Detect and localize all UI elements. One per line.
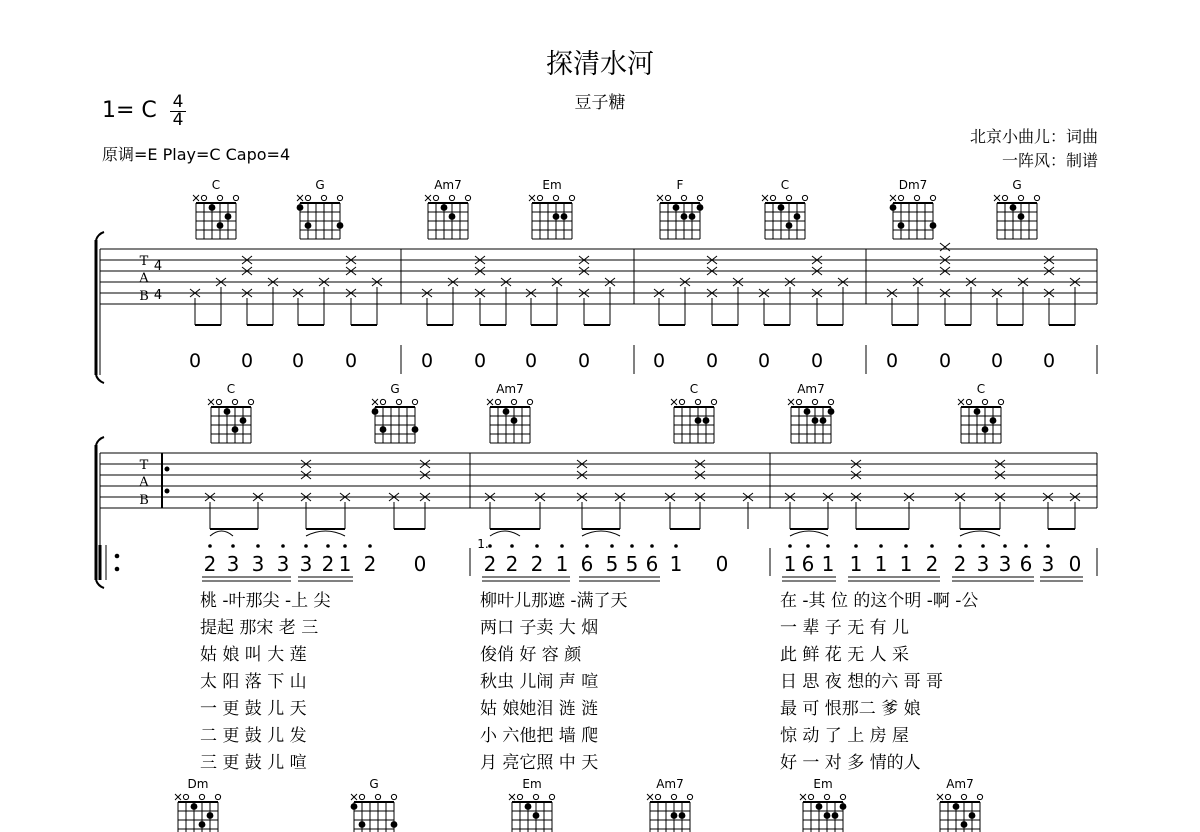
lyric-line-2-1: 俊俏 好 容 颜 [480,645,582,665]
melody-note-6-0: 1 [669,552,683,576]
tab-letter-t-2: T [139,458,149,473]
melody-note-0-0: 2 [203,552,217,576]
chord-open-2-2 [511,399,516,404]
chord-dot-2-4-0 [828,408,835,415]
melody-note-5-2: 5 [625,552,639,576]
melody-note-9-1: 1 [874,552,888,576]
octave-dot-11-0 [1046,544,1050,548]
tie-2 [490,531,520,536]
chord-dot-3-3-1 [671,812,678,819]
chord-name-1-2: Am7 [434,178,462,192]
chord-open-3-5 [961,794,966,799]
melody-note-8-2: 1 [821,552,835,576]
chord-open-3-4 [808,794,813,799]
key-signature: 1= C [102,98,157,123]
chord-open-2-3 [711,399,716,404]
volta-mark: 1. [477,537,489,551]
chord-open-1-1 [305,195,310,200]
chord-dot-2-4-3 [804,408,811,415]
lyric-line-3-2: 日 思 夜 想的六 哥 哥 [780,672,944,692]
chord-dot-2-0-0 [240,417,247,424]
tab-letter-a-1: A [139,271,149,286]
chord-open-3-4 [824,794,829,799]
octave-dot-0-0 [208,544,212,548]
octave-dot-10-3 [1024,544,1028,548]
lyric-line-5-0: 二 更 鼓 儿 发 [200,726,307,746]
melody-note-5-0: 6 [580,552,594,576]
chord-open-2-5 [966,399,971,404]
chord-dot-3-1-2 [351,803,358,810]
tab-time-top-1: 4 [153,259,163,274]
chord-open-1-6 [930,195,935,200]
rest-number-1-0: 0 [188,350,202,372]
chord-dot-1-4-1 [689,213,696,220]
rest-number-1-3: 0 [344,350,358,372]
lyric-line-3-1: 秋虫 儿闹 声 喧 [480,672,599,692]
melody-note-10-2: 3 [998,552,1012,576]
chord-open-1-5 [770,195,775,200]
rest-number-1-6: 0 [524,350,538,372]
chord-dot-3-5-0 [969,812,976,819]
chord-open-2-0 [216,399,221,404]
melody-note-1-1: 2 [321,552,335,576]
rest-number-1-2: 0 [291,350,305,372]
octave-dot-0-1 [231,544,235,548]
chord-dot-1-6-2 [890,204,897,211]
chord-name-1-4: F [676,178,684,192]
chord-dot-2-3-1 [695,417,702,424]
chord-open-2-1 [412,399,417,404]
octave-dot-5-2 [630,544,634,548]
rest-number-1-12: 0 [885,350,899,372]
chord-open-1-0 [217,195,222,200]
chord-dot-1-5-0 [794,213,801,220]
melody-note-9-0: 1 [849,552,863,576]
melody-note-1-0: 3 [299,552,313,576]
rest-number-1-11: 0 [810,350,824,372]
chord-open-2-2 [495,399,500,404]
repeat-dot-melody-2 [115,567,120,572]
chord-name-1-6: Dm7 [898,178,928,192]
lyric-line-1-2: 一 辈 子 无 有 儿 [780,618,910,638]
melody-note-0-2: 3 [251,552,265,576]
chord-open-1-5 [802,195,807,200]
chord-dot-3-4-1 [832,812,839,819]
tie-3 [582,531,620,536]
chord-name-2-3: C [689,382,699,396]
lyric-line-6-0: 三 更 鼓 儿 喧 [200,753,307,773]
chord-open-2-0 [248,399,253,404]
credit-tab: 一阵风：制谱 [1001,151,1098,170]
chord-name-2-4: Am7 [797,382,825,396]
octave-dot-10-1 [981,544,985,548]
time-signature-bottom: 4 [170,111,186,129]
chord-open-1-6 [914,195,919,200]
chord-open-3-0 [183,794,188,799]
brace-1-top [96,232,104,240]
chord-dot-3-1-1 [359,821,366,828]
chord-open-1-2 [465,195,470,200]
chord-open-3-3 [655,794,660,799]
rest-number-1-14: 0 [990,350,1004,372]
chord-dot-3-2-1 [525,803,532,810]
chord-dot-1-1-1 [305,222,312,229]
melody-note-1-2: 1 [338,552,352,576]
melody-note-3-0: 0 [413,552,427,576]
brace-2-top [96,437,104,445]
melody-note-8-0: 1 [783,552,797,576]
chord-open-1-5 [786,195,791,200]
rest-number-1-5: 0 [473,350,487,372]
chord-name-3-4: Em [813,777,833,791]
melody-note-0-3: 3 [276,552,290,576]
chord-open-1-3 [537,195,542,200]
octave-dot-9-0 [854,544,858,548]
chord-name-1-0: C [211,178,221,192]
chord-open-3-1 [375,794,380,799]
chord-dot-1-5-2 [778,204,785,211]
chord-dot-3-3-0 [679,812,686,819]
chord-open-3-2 [549,794,554,799]
octave-dot-0-2 [256,544,260,548]
lyric-line-0-1: 柳叶儿那遮 -满了天 [480,591,628,611]
chord-dot-2-1-1 [380,426,387,433]
octave-dot-9-3 [930,544,934,548]
chord-dot-2-0-2 [224,408,231,415]
lyric-line-6-1: 月 亮它照 中 天 [480,753,599,773]
lyric-line-2-2: 此 鲜 花 无 人 采 [780,645,910,665]
chord-dot-2-1-0 [412,426,419,433]
octave-dot-5-0 [585,544,589,548]
tab-letter-t-1: T [139,254,149,269]
chord-name-2-2: Am7 [496,382,524,396]
chord-dot-2-4-2 [812,417,819,424]
octave-dot-1-2 [343,544,347,548]
chord-dot-2-3-0 [703,417,710,424]
octave-dot-8-0 [788,544,792,548]
chord-dot-1-6-1 [898,222,905,229]
tie-5 [960,531,1000,536]
chord-dot-1-3-1 [553,213,560,220]
melody-note-4-1: 2 [505,552,519,576]
rest-number-1-7: 0 [577,350,591,372]
lyric-line-6-2: 好 一 对 多 情的人 [780,753,921,773]
chord-open-1-4 [681,195,686,200]
lyric-line-1-0: 提起 那宋 老 三 [200,618,319,638]
chord-dot-2-2-1 [503,408,510,415]
repeat-dot-tab-1 [165,467,170,472]
chord-dot-3-4-0 [840,803,847,810]
chord-dot-1-0-0 [225,213,232,220]
lyric-line-4-1: 姑 娘她泪 涟 涟 [480,699,599,719]
chord-open-2-3 [695,399,700,404]
chord-open-3-2 [517,794,522,799]
lyric-line-0-2: 在 -其 位 的这个明 -啊 -公 [780,591,979,611]
chord-dot-3-0-1 [199,821,206,828]
chord-name-3-1: G [369,777,379,791]
chord-open-3-3 [671,794,676,799]
chord-open-1-6 [898,195,903,200]
chord-open-2-4 [828,399,833,404]
octave-dot-8-1 [806,544,810,548]
chord-open-2-3 [679,399,684,404]
rest-number-1-10: 0 [757,350,771,372]
melody-note-11-0: 3 [1041,552,1055,576]
chord-dot-1-3-0 [561,213,568,220]
rest-number-1-1: 0 [240,350,254,372]
chord-name-2-0: C [226,382,236,396]
chord-open-3-1 [391,794,396,799]
octave-dot-2-0 [368,544,372,548]
chord-open-2-4 [796,399,801,404]
repeat-dot-melody-1 [115,554,120,559]
melody-note-4-3: 1 [555,552,569,576]
chord-dot-3-4-2 [824,812,831,819]
rest-number-1-9: 0 [705,350,719,372]
rest-number-1-15: 0 [1042,350,1056,372]
chord-name-3-2: Em [522,777,542,791]
melody-note-4-2: 2 [530,552,544,576]
octave-dot-4-3 [560,544,564,548]
original-key-info: 原调=E Play=C Capo=4 [102,145,291,164]
melody-note-0-1: 3 [226,552,240,576]
octave-dot-10-2 [1003,544,1007,548]
octave-dot-8-2 [826,544,830,548]
chord-open-1-3 [553,195,558,200]
octave-dot-4-1 [510,544,514,548]
chord-open-3-0 [199,794,204,799]
chord-open-1-7 [1018,195,1023,200]
brace-1-bottom [96,375,104,383]
chord-dot-3-0-2 [191,803,198,810]
artist-name: 豆子糖 [574,93,626,113]
melody-note-7-0: 0 [715,552,729,576]
octave-dot-4-0 [488,544,492,548]
chord-dot-1-4-0 [697,204,704,211]
tab-time-bottom-1: 4 [153,288,163,303]
chord-dot-1-0-1 [217,222,224,229]
chord-open-3-3 [687,794,692,799]
chord-dot-1-2-0 [449,213,456,220]
melody-note-11-1: 0 [1068,552,1082,576]
chord-dot-2-0-1 [232,426,239,433]
chord-open-1-4 [697,195,702,200]
rest-number-1-13: 0 [938,350,952,372]
octave-dot-5-1 [610,544,614,548]
lyric-line-4-2: 最 可 恨那二 爹 娘 [780,699,921,719]
octave-dot-4-2 [535,544,539,548]
rest-number-1-8: 0 [652,350,666,372]
chord-open-1-3 [569,195,574,200]
chord-open-1-4 [665,195,670,200]
lyric-line-1-1: 两口 子卖 大 烟 [480,618,599,638]
chord-name-3-3: Am7 [656,777,684,791]
tie-0 [210,531,233,536]
chord-name-3-5: Am7 [946,777,974,791]
octave-dot-1-1 [326,544,330,548]
chord-dot-2-5-1 [982,426,989,433]
melody-note-8-1: 6 [801,552,815,576]
chord-name-3-0: Dm [187,777,209,791]
melody-note-4-0: 2 [483,552,497,576]
credit-lyrics: 北京小曲儿：词曲 [969,127,1098,146]
chord-open-3-5 [945,794,950,799]
chord-open-2-5 [982,399,987,404]
chord-dot-3-5-2 [953,803,960,810]
chord-dot-3-0-0 [207,812,214,819]
melody-note-2-0: 2 [363,552,377,576]
chord-name-1-3: Em [542,178,562,192]
lyric-line-3-0: 太 阳 落 下 山 [200,672,307,692]
chord-open-2-5 [998,399,1003,404]
melody-note-5-1: 5 [605,552,619,576]
octave-dot-5-3 [650,544,654,548]
repeat-dot-tab-2 [165,489,170,494]
chord-open-1-2 [433,195,438,200]
chord-dot-3-1-0 [391,821,398,828]
chord-dot-1-7-0 [1018,213,1025,220]
lyric-line-5-2: 惊 动 了 上 房 屋 [780,726,910,746]
chord-dot-3-2-0 [533,812,540,819]
melody-note-9-3: 2 [925,552,939,576]
tab-letter-b-2: B [139,493,149,508]
chord-open-1-1 [337,195,342,200]
chord-open-1-7 [1034,195,1039,200]
lyric-line-4-0: 一 更 鼓 儿 天 [200,699,307,719]
chord-name-1-1: G [315,178,325,192]
chord-open-1-1 [321,195,326,200]
chord-dot-3-5-1 [961,821,968,828]
tab-letter-b-1: B [139,289,149,304]
page-title: 探清水河 [546,49,654,80]
lyric-line-5-1: 小 六他把 墙 爬 [480,726,599,746]
chord-open-3-2 [533,794,538,799]
tie-4 [790,531,828,536]
melody-note-9-2: 1 [899,552,913,576]
chord-open-1-7 [1002,195,1007,200]
chord-open-3-5 [977,794,982,799]
tie-1 [306,531,345,536]
chord-open-2-0 [232,399,237,404]
chord-open-2-1 [380,399,385,404]
chord-open-3-1 [359,794,364,799]
chord-open-3-0 [215,794,220,799]
rest-number-1-4: 0 [420,350,434,372]
octave-dot-1-0 [304,544,308,548]
chord-open-3-4 [840,794,845,799]
chord-dot-1-1-2 [297,204,304,211]
chord-open-2-2 [527,399,532,404]
chord-name-1-5: C [780,178,790,192]
octave-dot-9-2 [904,544,908,548]
chord-open-1-2 [449,195,454,200]
chord-dot-1-4-2 [681,213,688,220]
tab-letter-a-2: A [139,475,149,490]
brace-2-bottom [96,580,104,588]
chord-dot-2-5-0 [990,417,997,424]
octave-dot-9-1 [879,544,883,548]
chord-dot-1-6-0 [930,222,937,229]
chord-dot-1-4-3 [673,204,680,211]
lyric-line-2-0: 姑 娘 叫 大 莲 [200,645,307,665]
chord-name-2-1: G [390,382,400,396]
chord-dot-1-2-1 [441,204,448,211]
chord-name-1-7: G [1012,178,1022,192]
chord-dot-1-7-1 [1010,204,1017,211]
chord-open-1-0 [233,195,238,200]
melody-note-10-0: 2 [953,552,967,576]
chord-open-2-1 [396,399,401,404]
octave-dot-6-0 [674,544,678,548]
chord-dot-2-4-1 [820,417,827,424]
chord-open-2-4 [812,399,817,404]
chord-dot-3-4-3 [816,803,823,810]
chord-name-2-5: C [976,382,986,396]
melody-note-10-1: 3 [976,552,990,576]
melody-note-10-3: 6 [1019,552,1033,576]
octave-dot-10-0 [958,544,962,548]
chord-dot-1-5-1 [786,222,793,229]
chord-open-1-0 [201,195,206,200]
chord-dot-2-2-0 [511,417,518,424]
time-signature-top: 4 [172,92,184,112]
chord-dot-1-0-2 [209,204,216,211]
melody-note-5-3: 6 [645,552,659,576]
lyric-line-0-0: 桃 -叶那尖 -上 尖 [200,591,331,611]
chord-dot-1-1-0 [337,222,344,229]
chord-dot-2-1-2 [372,408,379,415]
octave-dot-0-3 [281,544,285,548]
chord-dot-2-5-2 [974,408,981,415]
